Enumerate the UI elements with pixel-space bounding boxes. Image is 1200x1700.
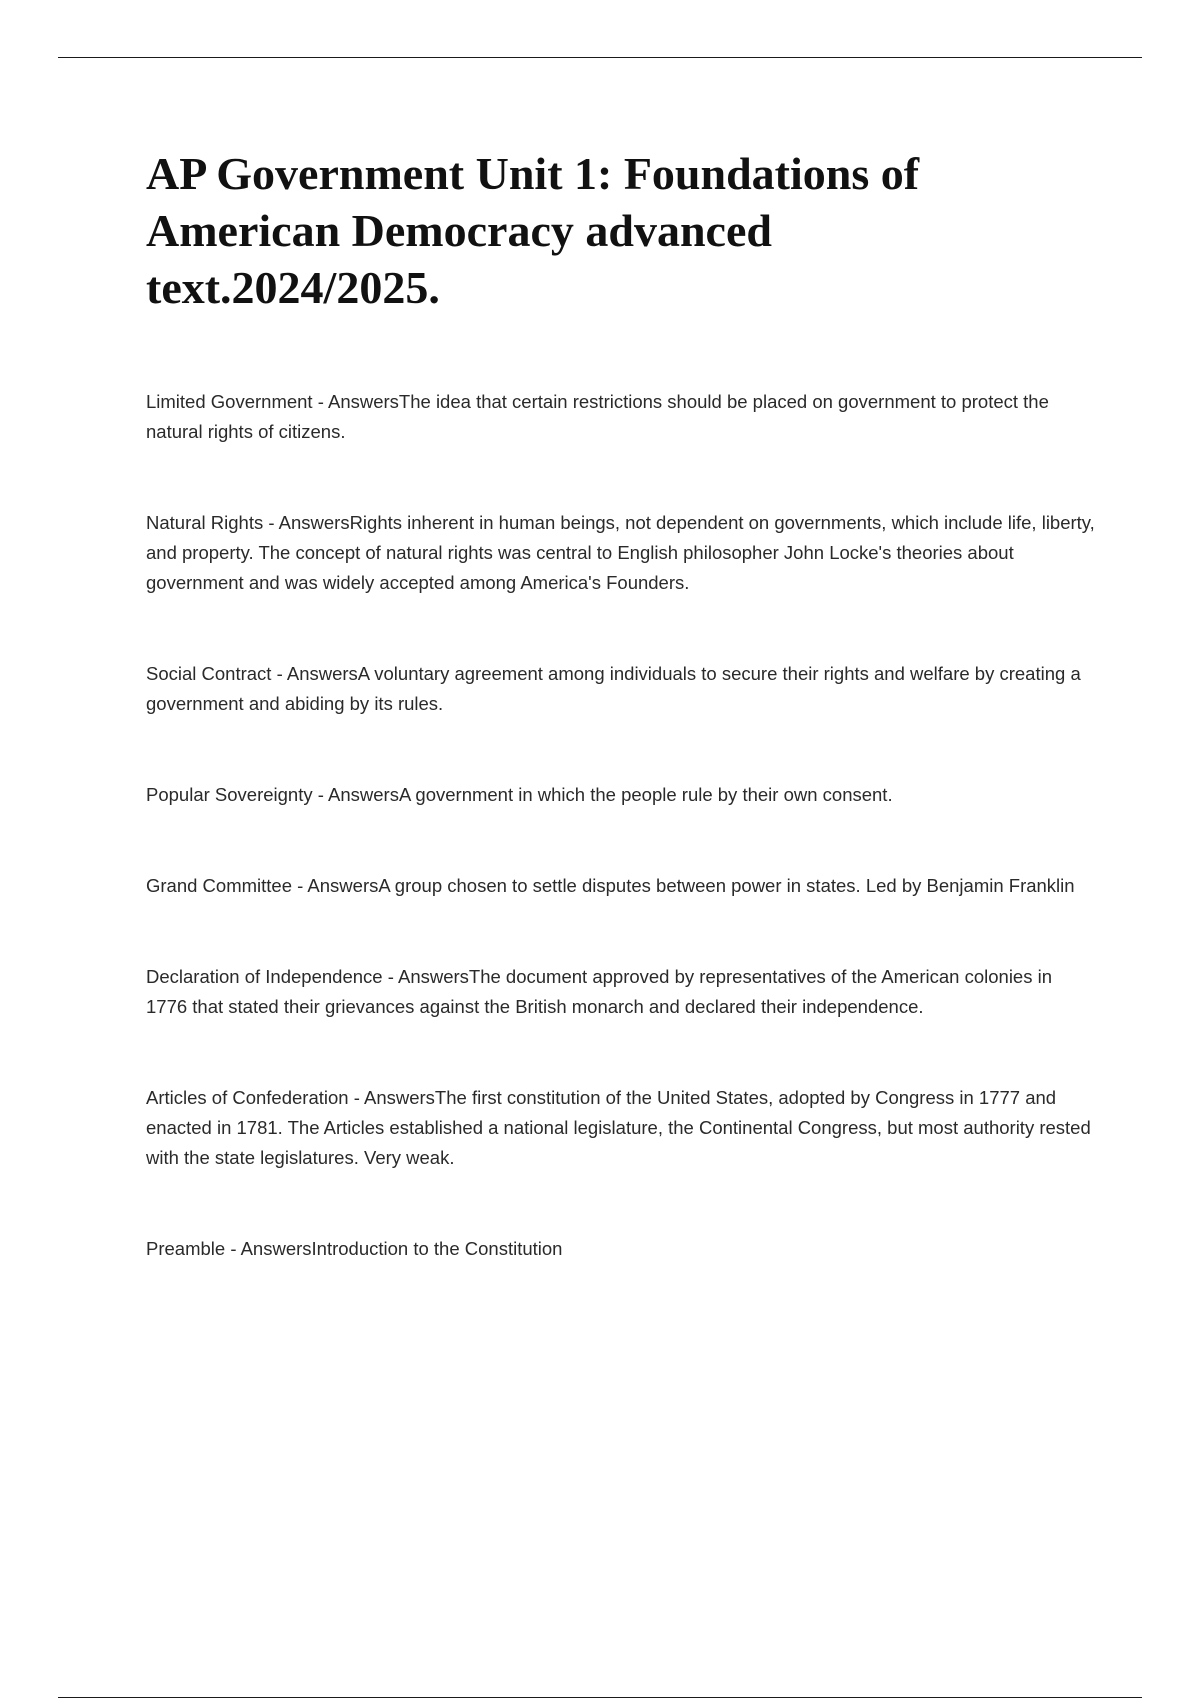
term-entry-natural-rights: Natural Rights - AnswersRights inherent in human beings, not dependent on governments, which include life, liberty, and property. The concept of natural rights was central to English philosopher John Locke's theories about government and was widely accepted among America's Founders.: [146, 512, 1095, 593]
footer-rule: [58, 1697, 1142, 1698]
term-entry-social-contract: Social Contract - AnswersA voluntary agreement among individuals to secure their rights and welfare by creating a government and abiding by its rules.: [146, 663, 1081, 714]
term-entry-grand-committee: Grand Committee - AnswersA group chosen to settle disputes between power in states. Led by Benjamin Franklin: [146, 875, 1075, 896]
term-entry-popular-sovereignty: Popular Sovereignty - AnswersA government in which the people rule by their own consent.: [146, 784, 893, 805]
header-rule: [58, 57, 1142, 58]
term-entry-declaration-of-independence: Declaration of Independence - AnswersThe document approved by representatives of the American colonies in 1776 that stated their grievances against the British monarch and declared their independence.: [146, 966, 1053, 1017]
term-list: [146, 387, 1096, 1325]
term-entry-articles-of-confederation: Articles of Confederation - AnswersThe first constitution of the United States, adopted by Congress in 1777 and enacted in 1781. The Articles established a national legislature, the Continental Congress, but most authority rested with the state legislatures. Very weak.: [146, 1087, 1091, 1168]
term-entry-limited-government: Limited Government - AnswersThe idea that certain restrictions should be placed on government to protect the natural rights of citizens.: [146, 391, 1049, 442]
term-entry-preamble: Preamble - AnswersIntroduction to the Constitution: [146, 1238, 563, 1259]
document-title: AP Government Unit 1: Foundations of American Democracy advanced text.2024/2025.: [146, 148, 920, 313]
